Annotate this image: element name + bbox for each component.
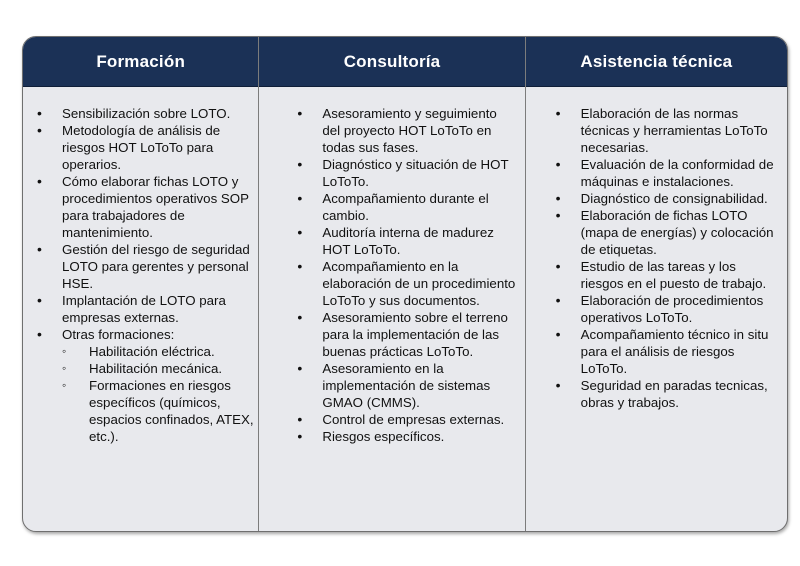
list-item: • Diagnóstico y situación de HOT LoToTo.: [322, 156, 517, 190]
list-item: • Gestión del riesgo de seguridad LOTO para gerentes y personal HSE.: [62, 241, 254, 292]
list-item: • Control de empresas externas.: [322, 411, 517, 428]
list-item: • Seguridad en paradas tecnicas, obras y trabajos.: [581, 377, 776, 411]
list-item: • Asesoramiento en la implementación de sistemas GMAO (CMMS).: [322, 360, 517, 411]
list-item: • Asesoramiento sobre el terreno para la implementación de las buenas prácticas LoToTo.: [322, 309, 517, 360]
list-item: • Sensibilización sobre LOTO.: [62, 105, 254, 122]
list-item-label: Otras formaciones:: [62, 327, 175, 342]
column-header-consultoria: Consultoría: [259, 37, 524, 87]
sub-list: [89, 343, 254, 445]
column-formacion: [23, 37, 259, 531]
column-header-formacion: Formación: [23, 37, 258, 87]
list-item: • Acompañamiento durante el cambio.: [322, 190, 517, 224]
sub-list-item: ◦ Habilitación mecánica.: [89, 360, 254, 377]
list-item: • Auditoría interna de madurez HOT LoToTo.: [322, 224, 517, 258]
list-item: • Implantación de LOTO para empresas externas.: [62, 292, 254, 326]
list-item: • Cómo elaborar fichas LOTO y procedimientos operativos SOP para trabajadores de mantenimiento.: [62, 173, 254, 241]
list-item: • Riesgos específicos.: [322, 428, 517, 445]
column-asistencia-tecnica: [526, 37, 787, 531]
column-header-asistencia-tecnica: Asistencia técnica: [526, 37, 787, 87]
list-item: • Asesoramiento y seguimiento del proyecto HOT LoToTo en todas sus fases.: [322, 105, 517, 156]
sub-list-item: ◦ Formaciones en riesgos específicos (químicos, espacios confinados, ATEX, etc.).: [89, 377, 254, 445]
asistencia-tecnica-list: [581, 105, 776, 411]
formacion-list: [62, 105, 254, 445]
list-item: • Diagnóstico de consignabilidad.: [581, 190, 776, 207]
list-item: • Acompañamiento en la elaboración de un procedimiento LoToTo y sus documentos.: [322, 258, 517, 309]
list-item: • Evaluación de la conformidad de máquinas e instalaciones.: [581, 156, 776, 190]
services-table: [22, 36, 788, 532]
list-item: • Metodología de análisis de riesgos HOT LoToTo para operarios.: [62, 122, 254, 173]
list-item-other-trainings: [62, 326, 254, 445]
list-item: • Elaboración de procedimientos operativos LoToTo.: [581, 292, 776, 326]
list-item: • Acompañamiento técnico in situ para el análisis de riesgos LoToTo.: [581, 326, 776, 377]
sub-list-item: ◦ Habilitación eléctrica.: [89, 343, 254, 360]
list-item: • Elaboración de fichas LOTO (mapa de energías) y colocación de etiquetas.: [581, 207, 776, 258]
consultoria-list: [322, 105, 517, 445]
list-item: • Estudio de las tareas y los riesgos en el puesto de trabajo.: [581, 258, 776, 292]
list-item: • Elaboración de las normas técnicas y herramientas LoToTo necesarias.: [581, 105, 776, 156]
column-consultoria: [259, 37, 525, 531]
